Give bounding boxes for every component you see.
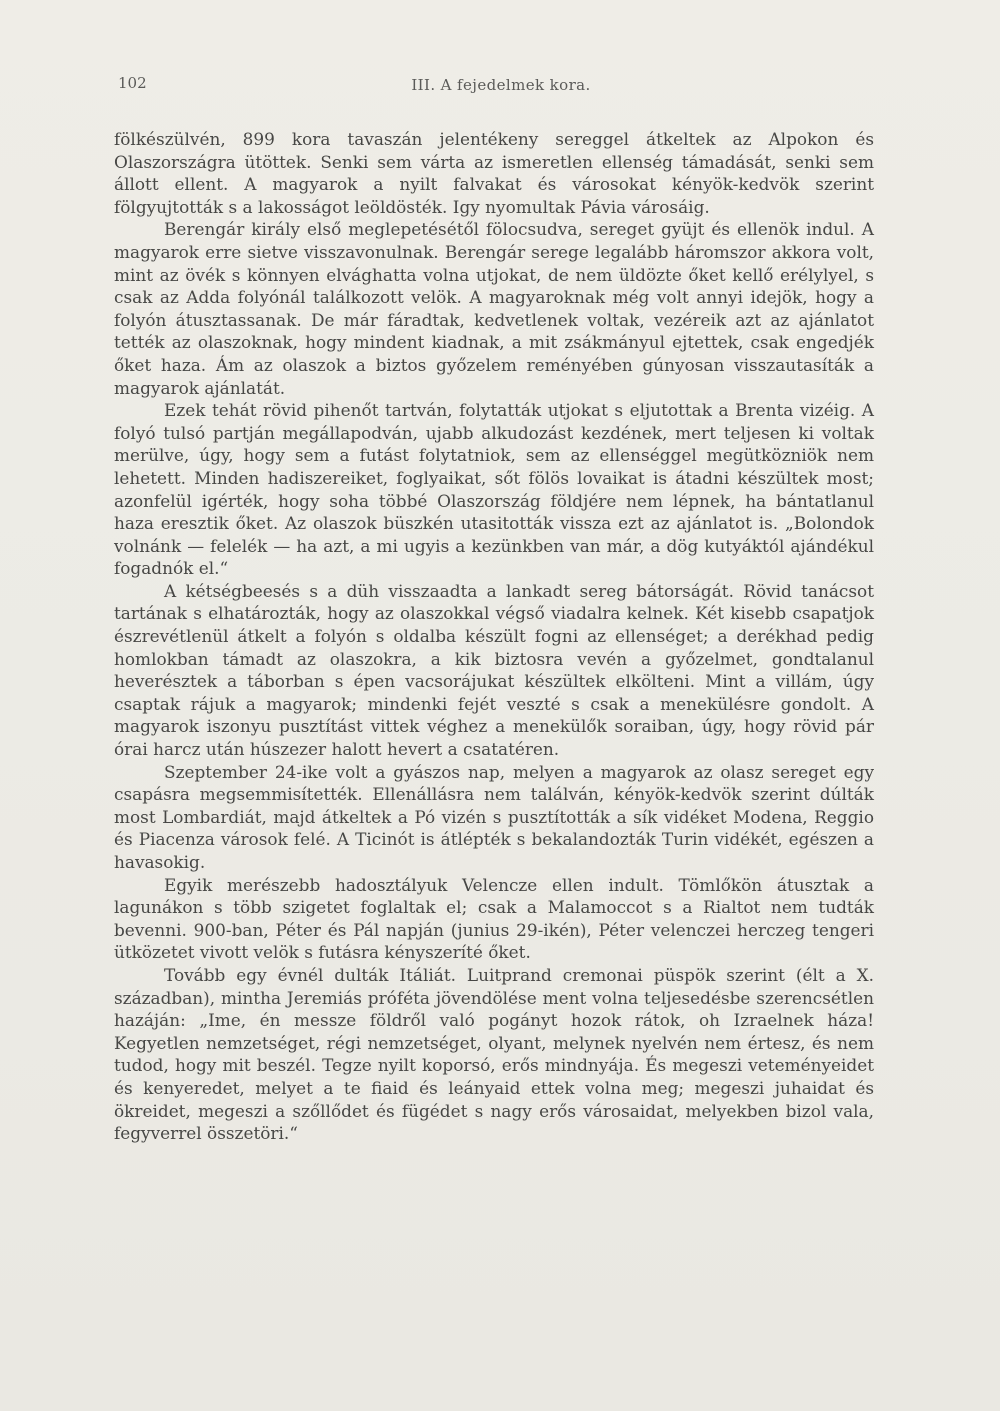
page-header (112, 74, 890, 98)
paragraph: Ezek tehát rövid pihenőt tartván, folytatták utjokat s eljutottak a Brenta vizéig. A folyó tulsó partján megállapodván, ujabb alkudozást kezdének, mert teljesen ki voltak merülve, úgy, hogy sem a futást folytatniok, sem az ellenséggel megütközniök nem lehetett. Minden hadiszereiket, foglyaikat, sőt fölös lovaikat is átadni készültek most; azonfelül igérték, hogy soha többé Olaszország földjére nem lépnek, ha bántatlanul haza eresztik őket. Az olaszok büszkén utasitották vissza ezt az ajánlatot is. „Bolondok volnánk — felelék — ha azt, a mi ugyis a kezünkben van már, a dög kutyáktól ajándékul fogadnók el.“ (114, 400, 874, 579)
paragraph: Tovább egy évnél dulták Itáliát. Luitprand cremonai püspök szerint (élt a X. században), mintha Jeremiás próféta jövendölése ment volna teljesedésbe szerencsétlen hazáján: „Ime, én messze földről való pogányt hozok rátok, oh Izraelnek háza! Kegyetlen nemzetséget, régi nemzetséget, olyant, melynek nyelvén nem értesz, és nem tudod, hogy mit beszél. Tegze nyilt koporsó, erős mindnyája. És megeszi veteményeidet és kenyeredet, melyet a te fiaid és leányaid ettek volna meg; megeszi juhaidat és ökreidet, megeszi a szőllődet és fügédet s nagy erős városaidat, melyekben bizol vala, fegyverrel összetöri.“ (114, 964, 874, 1144)
body-text (114, 128, 874, 1145)
paragraph: Berengár király első meglepetésétől fölocsudva, sereget gyüjt és ellenök indul. A magyarok erre sietve visszavonulnak. Berengár serege legalább háromszor akkora volt, mint az övék s könnyen elvághatta volna utjokat, de nem üldözte őket kellő erélylyel, s csak az Adda folyónál találkozott velök. A magyaroknak még volt annyi idejök, hogy a folyón átusztassanak. De már fáradtak, kedvetlenek voltak, vezéreik azt az ajánlatot tették az olaszoknak, hogy mindent kiadnak, a mit zsákmányul ejtettek, csak engedjék őket haza. Ám az olaszok a biztos győzelem reményében gúnyosan visszautasíták a magyarok ajánlatát. (114, 219, 874, 398)
paragraph: A kétségbeesés s a düh visszaadta a lankadt sereg bátorságát. Rövid tanácsot tartának s elhatározták, hogy az olaszokkal végső viadalra kelnek. Két kisebb csapatjok észrevétlenül átkelt a folyón s oldalba készült fogni az ellenséget; a derékhad pedig homlokban támadt az olaszokra, a kik biztosra vevén a győzelmet, gondtalanul heverésztek a táborban s épen vacsorájukat készültek elkölteni. Mint a villám, úgy csaptak rájuk a magyarok; mindenki fejét veszté s csak a menekülésre gondolt. A magyarok iszonyu pusztítást vittek véghez a menekülők soraiban, úgy, hogy rövid pár órai harcz után húszezer halott hevert a csatatéren. (114, 580, 874, 760)
page-number: 102 (118, 74, 147, 92)
paragraph: Egyik merészebb hadosztályuk Velencze ellen indult. Tömlőkön átusztak a lagunákon s több szigetet foglaltak el; csak a Malamoccot s a Rialtot nem tudták bevenni. 900-ban, Péter és Pál napján (junius 29-ikén), Péter velenczei herczeg tengeri ütközetet vivott velök s futásra kényszeríté őket. (114, 874, 874, 963)
running-head: III. A fejedelmek kora. (411, 76, 591, 94)
paragraph: fölkészülvén, 899 kora tavaszán jelentékeny sereggel átkeltek az Alpokon és Olaszországra ütöttek. Senki sem várta az ismeretlen ellenség támadását, senki sem állott ellent. A magyarok a nyilt falvakat és városokat kényök-kedvök szerint fölgyujtották s a lakosságot leöldösték. Igy nyomultak Pávia városáig. (114, 129, 874, 217)
paragraph: Szeptember 24-ike volt a gyászos nap, melyen a magyarok az olasz sereget egy csapásra megsemmisítették. Ellenállásra nem találván, kényök-kedvök szerint dúlták most Lombardiát, majd átkeltek a Pó vizén s pusztították a sík vidéket Modena, Reggio és Piacenza városok felé. A Ticinót is átlépték s bekalandozták Turin vidékét, egészen a havasokig. (114, 761, 874, 872)
